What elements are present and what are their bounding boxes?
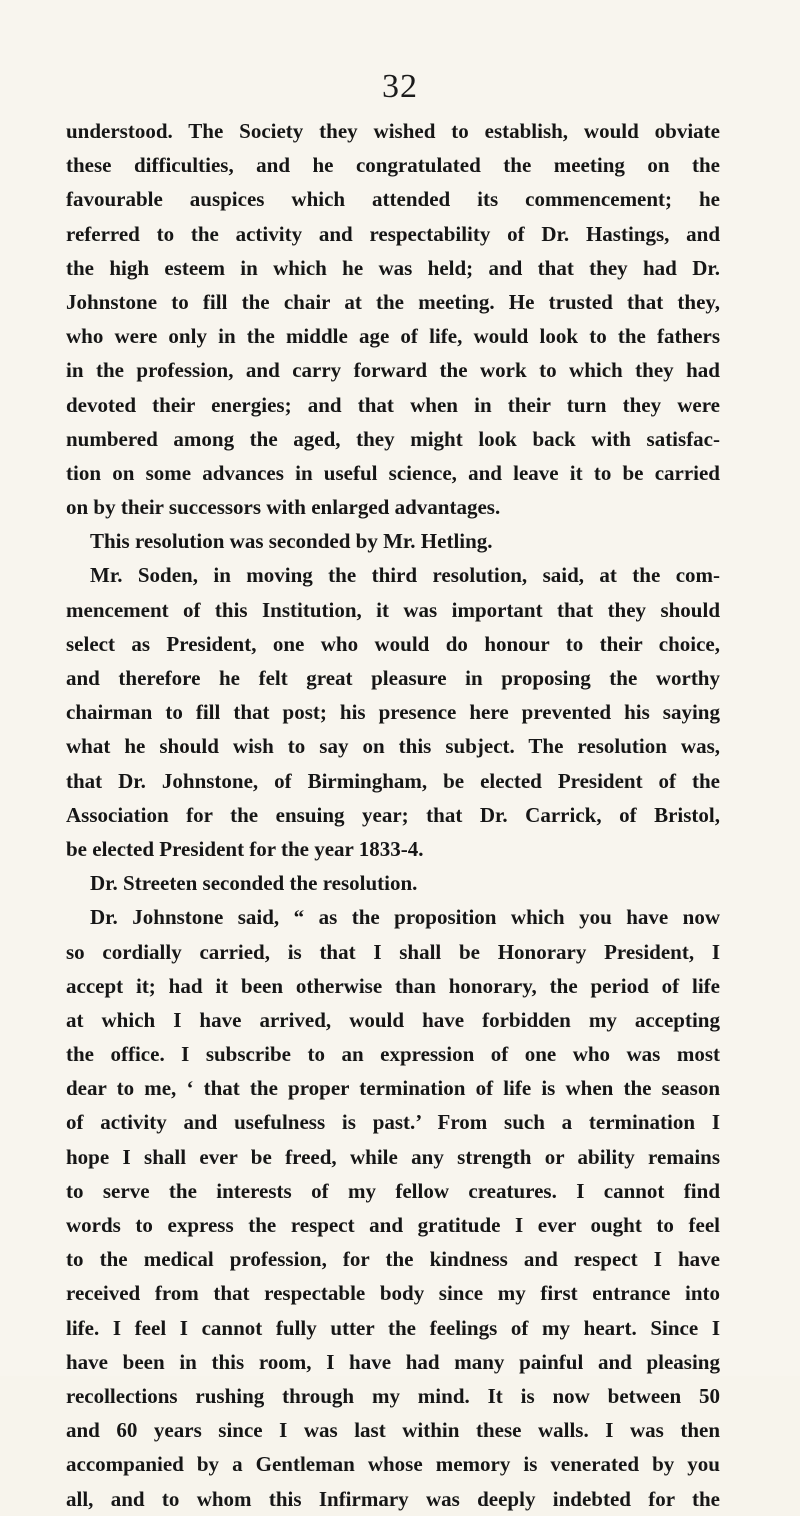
text-line: devoted their energies; and that when in their turn they were [66,392,720,417]
text-line: and therefore he felt great pleasure in proposing the worthy [66,666,720,690]
text-line: all, and to whom this Infirmary was deeply indebted for the [66,1486,720,1511]
text-line: to the medical profession, for the kindness and respect I have [66,1247,720,1272]
text-line: on by their successors with enlarged advantages. [66,495,501,520]
text-line: and 60 years since I was last within these walls. I was then [66,1418,720,1443]
text-line: accompanied by a Gentleman whose memory is venerated by you [66,1452,720,1477]
text-line: understood. The Society they wished to establish, would obviate [66,119,720,143]
text-line: Dr. Streeten seconded the resolution. [90,871,418,896]
text-line: referred to the activity and respectability of Dr. Hastings, and [66,221,720,246]
text-line: be elected President for the year 1833-4. [66,836,424,861]
text-line: the office. I subscribe to an expression of one who was most [66,1042,720,1067]
text-line: that Dr. Johnstone, of Birmingham, be elected President of the [66,768,720,793]
text-line: of activity and usefulness is past.’ From such a termination I [66,1110,720,1135]
text-line: these difficulties, and he congratulated the meeting on the [66,153,720,178]
text-line: Association for the ensuing year; that Dr. Carrick, of Bristol, [66,802,720,827]
text-line: This resolution was seconded by Mr. Hetling. [90,529,493,554]
body-text [66,114,720,1516]
text-line: at which I have arrived, would have forbidden my accepting [66,1007,720,1032]
text-line: tion on some advances in useful science, and leave it to be carried [66,460,720,485]
text-line: numbered among the aged, they might look back with satisfac- [66,426,720,451]
text-line: what he should wish to say on this subject. The resolution was, [66,734,720,759]
text-line: dear to me, ‘ that the proper termination of life is when the season [66,1076,720,1101]
text-line: to serve the interests of my fellow creatures. I cannot find [66,1178,720,1203]
text-line: accept it; had it been otherwise than honorary, the period of life [66,973,720,998]
text-line: Johnstone to fill the chair at the meeting. He trusted that they, [66,289,720,314]
text-line: the high esteem in which he was held; and that they had Dr. [66,255,720,280]
text-line: in the profession, and carry forward the work to which they had [66,358,720,383]
text-line: recollections rushing through my mind. It is now between 50 [66,1383,720,1408]
text-line: so cordially carried, is that I shall be Honorary President, I [66,939,720,964]
text-line: words to express the respect and gratitude I ever ought to feel [66,1213,720,1237]
text-line: life. I feel I cannot fully utter the feelings of my heart. Since I [66,1315,720,1340]
text-line: mencement of this Institution, it was important that they should [66,597,720,622]
text-line: select as President, one who would do honour to their choice, [66,631,720,656]
text-line: have been in this room, I have had many painful and pleasing [66,1349,720,1374]
text-line: hope I shall ever be freed, while any strength or ability remains [66,1144,720,1169]
text-line: Dr. Johnstone said, “ as the proposition which you have now [90,905,720,930]
text-line: Mr. Soden, in moving the third resolution, said, at the com- [90,563,720,588]
text-line: chairman to fill that post; his presence here prevented his saying [66,700,720,725]
page-number: 32 [382,68,418,105]
text-line: favourable auspices which attended its commencement; he [66,187,720,212]
text-line: who were only in the middle age of life, would look to the fathers [66,324,720,349]
text-line: received from that respectable body since my first entrance into [66,1281,720,1306]
